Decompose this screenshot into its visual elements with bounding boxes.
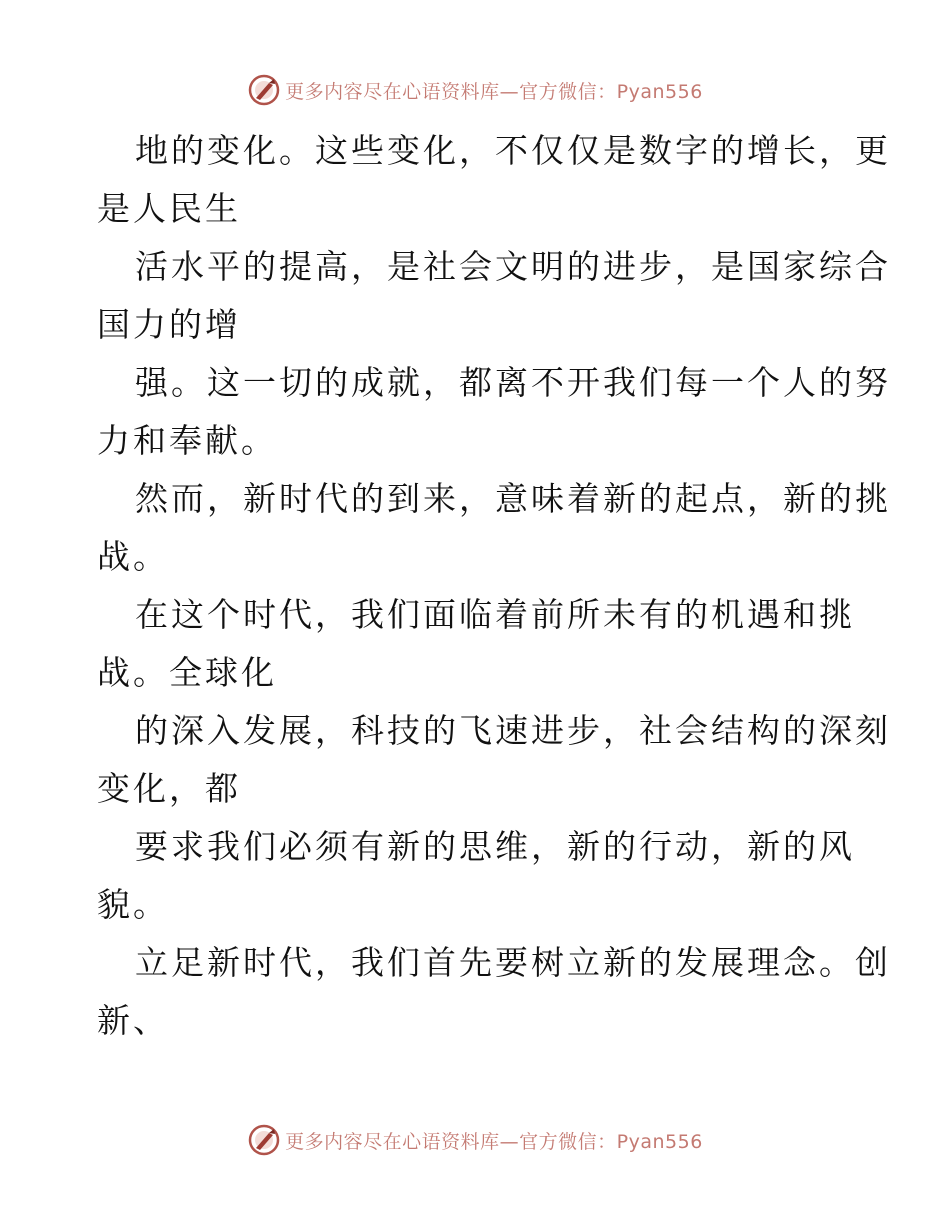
text-line: 要求我们必须有新的思维，新的行动，新的风 (135, 827, 855, 866)
banner-label: 更多内容尽在心语资料库—官方微信： (285, 80, 617, 103)
text-line: 是人民生 (97, 189, 241, 228)
wechat-id: Pyan556 (616, 80, 703, 103)
document-body (97, 122, 891, 1050)
text-line: 变化，都 (97, 769, 241, 808)
banner-label: 更多内容尽在心语资料库—官方微信： (285, 1130, 617, 1153)
text-line: 活水平的提高，是社会文明的进步，是国家综合 (135, 247, 891, 286)
pen-nib-logo-icon (247, 73, 281, 107)
pen-nib-logo-icon (247, 1123, 281, 1157)
text-line: 国力的增 (97, 305, 241, 344)
text-line: 立足新时代，我们首先要树立新的发展理念。创 (135, 943, 891, 982)
text-line: 的深入发展，科技的飞速进步，社会结构的深刻 (135, 711, 891, 750)
footer-banner (0, 1120, 950, 1160)
text-line: 然而，新时代的到来，意味着新的起点，新的挑 (135, 479, 891, 518)
text-line: 貌。 (97, 885, 169, 924)
text-line: 力和奉献。 (97, 421, 277, 460)
text-line: 地的变化。这些变化，不仅仅是数字的增长，更 (135, 131, 891, 170)
text-line: 战。 (97, 537, 169, 576)
banner-text (285, 1127, 703, 1154)
wechat-id: Pyan556 (616, 1130, 703, 1153)
text-line: 强。这一切的成就，都离不开我们每一个人的努 (135, 363, 891, 402)
header-banner (0, 70, 950, 110)
text-line: 新、 (97, 1001, 169, 1040)
banner-text (285, 77, 703, 104)
text-line: 在这个时代，我们面临着前所未有的机遇和挑 (135, 595, 855, 634)
text-line: 战。全球化 (97, 653, 277, 692)
